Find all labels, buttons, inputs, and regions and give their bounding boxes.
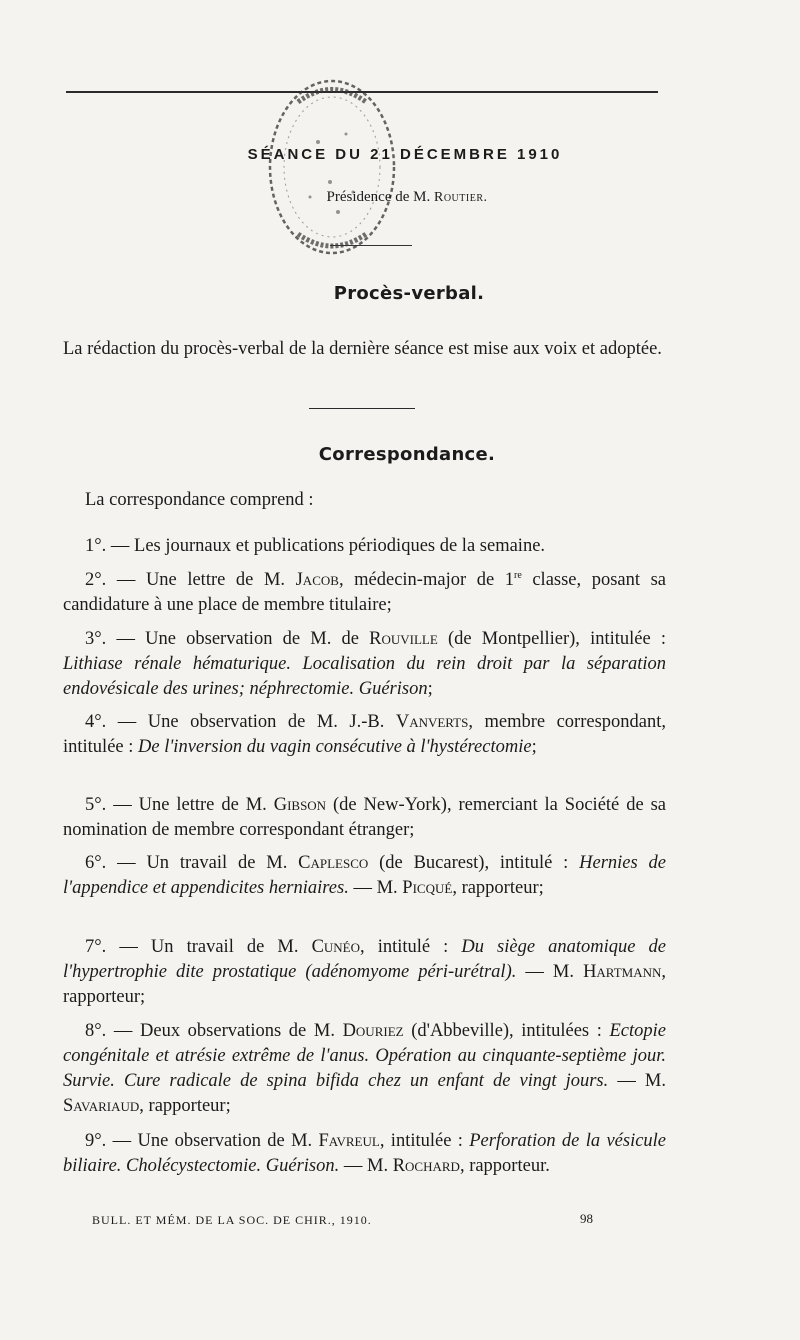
section-divider bbox=[309, 408, 415, 409]
item-number: 9°. bbox=[85, 1131, 107, 1151]
list-item: 6°. — Un travail de M. Caplesco (de Bucarest), intitulé : Hernies de l'appendice et appendicites herniaires. — M. Picqué, rapporteur; bbox=[63, 853, 666, 898]
item-number: 5°. bbox=[85, 795, 107, 815]
person-name: Douriez bbox=[342, 1021, 404, 1041]
item-number: 1°. bbox=[85, 536, 107, 556]
correspondance-heading: Correspondance. bbox=[318, 444, 496, 465]
correspondance-intro: La correspondance comprend : bbox=[85, 490, 314, 510]
rapporteur-name: Rochard bbox=[392, 1156, 460, 1176]
item-number: 2°. bbox=[85, 570, 107, 590]
list-item: 4°. — Une observation de M. J.-B. Vanverts, membre correspondant, intitulée : De l'inversion du vagin consécutive à l'hystérectomie; bbox=[63, 712, 666, 757]
list-item: 1°. — Les journaux et publications périodiques de la semaine. bbox=[85, 536, 546, 556]
rapporteur-name: Hartmann bbox=[583, 962, 662, 982]
session-title: SÉANCE DU 21 DÉCEMBRE 1910 bbox=[247, 146, 563, 163]
work-title: Lithiase rénale hématurique. Localisation du rein droit par la séparation endovésicale des urines; néphrectomie. Guérison bbox=[63, 654, 666, 699]
presidence-label: Présidence de M. bbox=[326, 189, 431, 205]
proces-verbal-text: La rédaction du procès-verbal de la dernière séance est mise aux voix et adoptée. bbox=[63, 339, 662, 359]
list-item: 8°. — Deux observations de M. Douriez (d'Abbeville), intitulées : Ectopie congénitale et atrésie extrême de l'anus. Opération au cinquante-septième jour. Survie. Cure radicale de spina bifida chez un enfant de vingt jours. — M. Savariaud, rapporteur; bbox=[63, 1021, 666, 1116]
person-name: Cunéo bbox=[311, 937, 361, 957]
stamp-underline bbox=[330, 245, 412, 246]
work-title: Hernies de l'appendice et appendicites herniaires. bbox=[63, 853, 666, 898]
list-item: 7°. — Un travail de M. Cunéo, intitulé : Du siège anatomique de l'hypertrophie dite prostatique (adénomyome péri-urétral). — M. Hartmann, rapporteur; bbox=[63, 937, 666, 1007]
library-stamp-seal bbox=[258, 72, 406, 262]
person-name: Favreul bbox=[318, 1131, 380, 1151]
person-name: Jacob bbox=[295, 570, 339, 590]
item-number: 7°. bbox=[85, 937, 107, 957]
list-item: 9°. — Une observation de M. Favreul, intitulée : Perforation de la vésicule biliaire. Cholécystectomie. Guérison. — M. Rochard, rapporteur. bbox=[63, 1131, 667, 1176]
item-number: 3°. bbox=[85, 629, 107, 649]
work-title: Du siège anatomique de l'hypertrophie dite prostatique (adénomyome péri-urétral). bbox=[63, 937, 666, 982]
list-item: 5°. — Une lettre de M. Gibson (de New-York), remerciant la Société de sa nomination de membre correspondant étranger; bbox=[63, 795, 666, 840]
work-title: Ectopie congénitale et atrésie extrême de l'anus. Opération au cinquante-septième jour. Survie. Cure radicale de spina bifida chez un enfant de vingt jours. bbox=[63, 1021, 666, 1091]
work-title: De l'inversion du vagin consécutive à l'hystérectomie bbox=[138, 737, 532, 757]
item-number: 4°. bbox=[85, 712, 107, 732]
item-number: 6°. bbox=[85, 853, 107, 873]
item-number: 8°. bbox=[85, 1021, 107, 1041]
presidence-line bbox=[0, 189, 800, 206]
person-name: Rouville bbox=[369, 629, 438, 649]
work-title: Perforation de la vésicule biliaire. Cholécystectomie. Guérison. bbox=[63, 1131, 667, 1176]
person-name: Vanverts bbox=[395, 712, 469, 732]
item-text: Les journaux et publications périodiques de la semaine. bbox=[134, 536, 546, 556]
list-item: 3°. — Une observation de M. de Rouville (de Montpellier), intitulée : Lithiase rénale hématurique. Localisation du rein droit par la séparation endovésicale des urines; néphrectomie. Guérison; bbox=[63, 629, 667, 699]
person-name: Caplesco bbox=[298, 853, 369, 873]
rapporteur-name: Picqué bbox=[402, 878, 453, 898]
president-name: Routier. bbox=[433, 190, 488, 205]
list-item: 2°. — Une lettre de M. Jacob, médecin-major de 1re classe, posant sa candidature à une place de membre titulaire; bbox=[63, 569, 667, 615]
proces-verbal-heading: Procès-verbal. bbox=[333, 283, 485, 304]
person-name: Gibson bbox=[273, 795, 327, 815]
page-number: 98 bbox=[580, 1211, 593, 1226]
rapporteur-name: Savariaud bbox=[63, 1096, 140, 1116]
journal-footer: BULL. ET MÉM. DE LA SOC. DE CHIR., 1910. bbox=[92, 1213, 372, 1227]
